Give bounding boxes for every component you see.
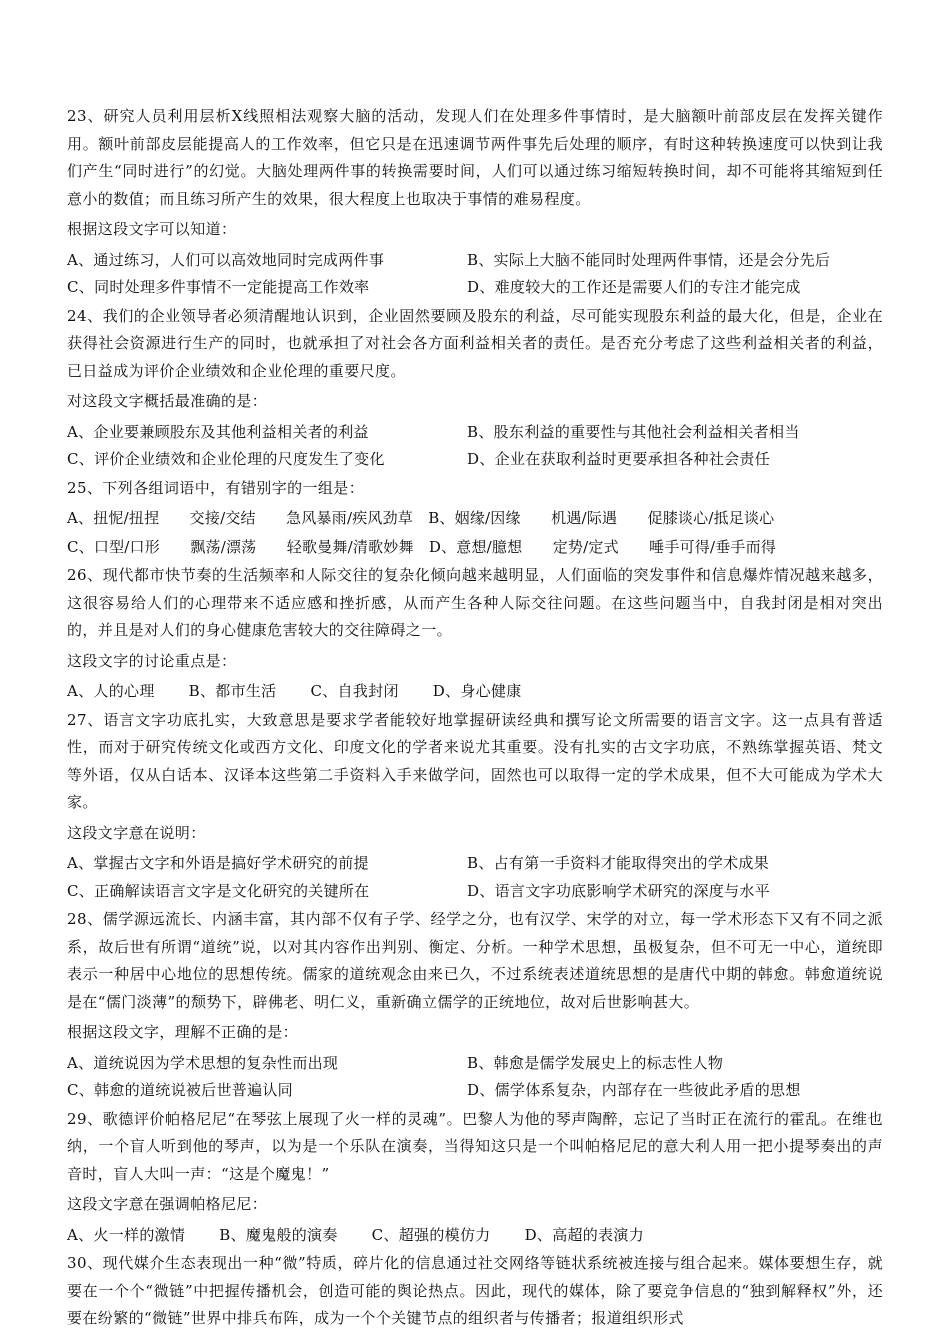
option-b: B、实际上大脑不能同时处理两件事情，还是会分先后 <box>467 250 831 269</box>
options-list <box>67 247 883 302</box>
exam-page <box>67 103 883 1336</box>
option-a: A、人的心理 <box>67 682 155 700</box>
question-26 <box>67 562 883 706</box>
option-a: A、掌握古文字和外语是搞好学术研究的前提 <box>67 854 369 872</box>
option-b: B、魔鬼般的演奏 <box>219 1225 338 1244</box>
question-stem: 30、现代媒介生态表现出一种“微”特质，碎片化的信息通过社交网络等链状系统被连接与组合起来。媒体要想生存，就要在一个个“微链”中把握传播机会，创造可能的舆论热点。因此，现代的媒体，除了要竞争信息的“独到解释权”外，还要在纷繁的“微链”世界中排兵布阵，成为一个个关键节点的组织者与传播者；报道组织形式 <box>67 1254 883 1327</box>
options-row-2: C、口型/口形 飘荡/漂荡 轻歌曼舞/清歌妙舞 D、意想/臆想 定势/定式 唾手可得/垂手而得 <box>67 537 777 556</box>
question-prompt: 对这段文字概括最准确的是： <box>67 392 268 410</box>
question-25 <box>67 475 883 562</box>
option-d: D、高超的表演力 <box>524 1225 644 1244</box>
question-stem: 26、现代都市快节奏的生活频率和人际交往的复杂化倾向越来越明显，人们面临的突发事件和信息爆炸情况越来越多，这很容易给人们的心理带来不适应感和挫折感，从而产生各种人际交往问题。在这些问题当中，自我封闭是相对突出的，并且是对人们的身心健康危害较大的交往障碍之一。 <box>67 566 883 639</box>
option-b: B、都市生活 <box>188 682 277 700</box>
option-b: B、占有第一手资料才能取得突出的学术成果 <box>467 854 770 872</box>
question-24 <box>67 303 883 474</box>
question-29 <box>67 1106 883 1250</box>
question-23 <box>67 103 883 302</box>
option-a: A、火一样的激情 <box>67 1225 186 1244</box>
option-a: A、通过练习，人们可以高效地同时完成两件事 <box>67 250 385 269</box>
option-b: B、韩愈是儒学发展史上的标志性人物 <box>467 1053 724 1072</box>
option-d: D、语言文字功底影响学术研究的深度与水平 <box>467 881 771 900</box>
options-list <box>67 678 883 706</box>
question-stem: 25、下列各组词语中，有错别字的一组是： <box>67 478 365 497</box>
option-b: B、股东利益的重要性与其他社会利益相关者相当 <box>467 422 800 441</box>
option-c: C、评价企业绩效和企业伦理的尺度发生了变化 <box>67 450 385 468</box>
option-d: D、难度较大的工作还是需要人们的专注才能完成 <box>467 278 801 296</box>
question-prompt: 这段文字的讨论重点是： <box>67 651 237 670</box>
option-c: C、自我封闭 <box>310 682 399 700</box>
options-row-1: A、扭怩/扭捏 交接/交结 急风暴雨/疾风劲草 B、姻缘/因缘 机遇/际遇 促膝谈心/抵足谈心 <box>67 509 775 527</box>
question-stem: 27、语言文字功底扎实，大致意思是要求学者能较好地掌握研读经典和撰写论文所需要的语言文字。这一点具有普适性，而对于研究传统文化或西方文化、印度文化的学者来说尤其重要。没有扎实的古文字功底，不熟练掌握英语、梵文等外语，仅从白话本、汉译本这些第二手资料入手来做学问，固然也可以取得一定的学术成果，但不大可能成为学术大家。 <box>67 710 883 811</box>
question-prompt: 这段文字意在强调帕格尼尼： <box>67 1195 268 1213</box>
question-stem: 24、我们的企业领导者必须清醒地认识到，企业固然要顾及股东的利益，尽可能实现股东利益的最大化，但是，企业在获得社会资源进行生产的同时，也就承担了对社会各方面利益相关者的责任。是否充分考虑了这些利益相关者的利益，已日益成为评价企业绩效和企业伦理的重要尺度。 <box>67 306 883 380</box>
option-c: C、超强的模仿力 <box>371 1225 491 1244</box>
option-c: C、韩愈的道统说被后世普遍认同 <box>67 1081 293 1099</box>
option-d: D、儒学体系复杂，内部存在一些彼此矛盾的思想 <box>467 1081 801 1099</box>
question-27 <box>67 707 883 906</box>
options-list <box>67 1222 883 1250</box>
question-stem: 29、歌德评价帕格尼尼“在琴弦上展现了火一样的灵魂”。巴黎人为他的琴声陶醉，忘记了当时正在流行的霍乱。在维也纳，一个盲人听到他的琴声，以为是一个乐队在演奏，当得知这只是一个叫帕格尼尼的意大利人用一把小提琴奏出的声音时，盲人大叫一声：“这是个魔鬼！” <box>67 1109 883 1183</box>
options-list <box>67 419 883 474</box>
option-d: D、身心健康 <box>432 682 522 700</box>
option-d: D、企业在获取利益时更要承担各种社会责任 <box>467 450 771 468</box>
option-a: A、企业要兼顾股东及其他利益相关者的利益 <box>67 422 369 441</box>
question-prompt: 这段文字意在说明： <box>67 823 206 842</box>
question-28 <box>67 906 883 1105</box>
question-prompt: 根据这段文字可以知道： <box>67 220 237 238</box>
option-a: A、道统说因为学术思想的复杂性而出现 <box>67 1053 339 1072</box>
options-list <box>67 1050 883 1105</box>
options-list <box>67 850 883 905</box>
question-stem: 23、研究人员利用层析X线照相法观察大脑的活动，发现人们在处理多件事情时，是大脑额叶前部皮层在发挥关键作用。额叶前部皮层能提高人的工作效率，但它只是在迅速调节两件事先后处理的顺序，有时这种转换速度可以快到让我们产生“同时进行”的幻觉。大脑处理两件事的转换需要时间，人们可以通过练习缩短转换时间，却不可能将其缩短到任意小的数值；而且练习所产生的效果，很大程度上也取决于事情的难易程度。 <box>67 107 883 208</box>
question-stem: 28、儒学源远流长、内涵丰富，其内部不仅有子学、经学之分，也有汉学、宋学的对立，每一学术形态下又有不同之派系，故后世有所谓“道统”说，以对其内容作出判别、衡定、分析。一种学术思想，虽极复杂，但不可无一中心，道统即表示一种居中心地位的思想传统。儒家的道统观念由来已久，不过系统表述道统思想的是唐代中期的韩愈。韩愈道统说是在“儒门淡薄”的颓势下，辟佛老、明仁义，重新确立儒学的正统地位，故对后世影响甚大。 <box>67 910 883 1011</box>
question-30 <box>67 1250 883 1333</box>
question-prompt: 根据这段文字，理解不正确的是： <box>67 1023 299 1041</box>
option-c: C、正确解读语言文字是文化研究的关键所在 <box>67 881 370 900</box>
option-c: C、同时处理多件事情不一定能提高工作效率 <box>67 278 370 296</box>
